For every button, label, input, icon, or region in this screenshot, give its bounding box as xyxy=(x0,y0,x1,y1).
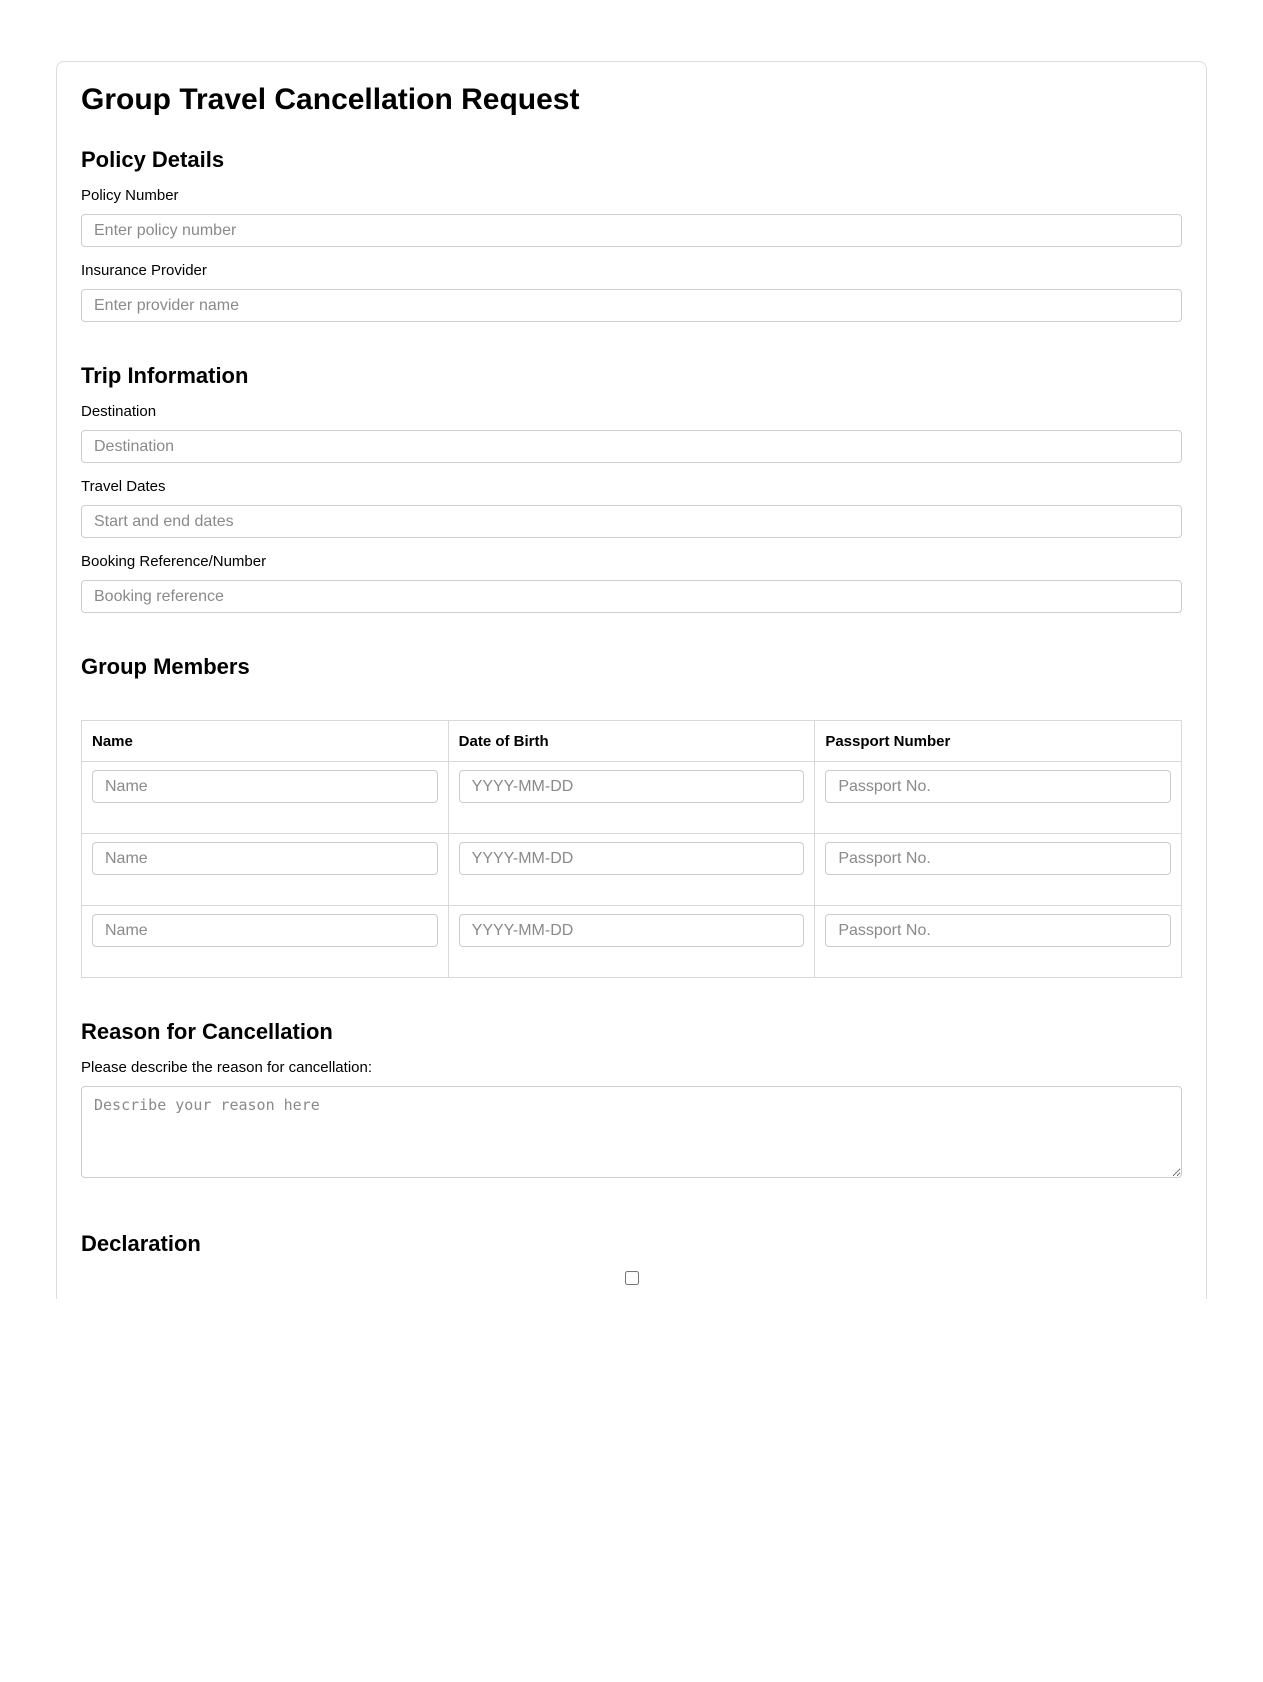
member-3-name-input[interactable] xyxy=(92,914,438,947)
member-row-2 xyxy=(82,834,1182,906)
member-1-dob-input[interactable] xyxy=(459,770,805,803)
section-heading-group-members: Group Members xyxy=(81,654,250,679)
travel-dates-label: Travel Dates xyxy=(81,478,166,495)
member-row-1 xyxy=(82,762,1182,834)
section-heading-trip-information: Trip Information xyxy=(81,363,249,388)
member-1-name-input[interactable] xyxy=(92,770,438,803)
policy-number-input[interactable] xyxy=(81,214,1182,247)
member-2-dob-input[interactable] xyxy=(459,842,805,875)
section-heading-declaration: Declaration xyxy=(81,1231,201,1256)
booking-reference-label: Booking Reference/Number xyxy=(81,553,267,570)
page-title: Group Travel Cancellation Request xyxy=(81,83,580,116)
destination-field-group xyxy=(81,403,1182,463)
member-1-passport-input[interactable] xyxy=(825,770,1171,803)
policy-number-label: Policy Number xyxy=(81,187,179,204)
member-3-dob-input[interactable] xyxy=(459,914,805,947)
travel-dates-input[interactable] xyxy=(81,505,1182,538)
column-header-passport-number: Passport Number xyxy=(815,721,1182,762)
declaration-checkbox[interactable] xyxy=(625,1271,639,1285)
insurance-provider-input[interactable] xyxy=(81,289,1182,322)
group-members-table xyxy=(81,720,1182,978)
insurance-provider-field-group xyxy=(81,262,1182,322)
reason-label: Please describe the reason for cancellation: xyxy=(81,1059,373,1076)
booking-reference-input[interactable] xyxy=(81,580,1182,613)
declaration-check-row xyxy=(81,1271,1182,1289)
destination-input[interactable] xyxy=(81,430,1182,463)
member-2-name-input[interactable] xyxy=(92,842,438,875)
column-header-date-of-birth: Date of Birth xyxy=(448,721,815,762)
reason-textarea[interactable] xyxy=(81,1086,1182,1178)
section-heading-policy-details: Policy Details xyxy=(81,147,225,172)
column-header-name: Name xyxy=(82,721,449,762)
member-row-3 xyxy=(82,906,1182,978)
travel-dates-field-group xyxy=(81,478,1182,538)
member-2-passport-input[interactable] xyxy=(825,842,1171,875)
booking-reference-field-group xyxy=(81,553,1182,613)
member-3-passport-input[interactable] xyxy=(825,914,1171,947)
policy-number-field-group xyxy=(81,187,1182,247)
form-card xyxy=(56,61,1207,1299)
table-header-row xyxy=(82,721,1182,762)
destination-label: Destination xyxy=(81,403,157,420)
insurance-provider-label: Insurance Provider xyxy=(81,262,207,279)
section-heading-reason-for-cancellation: Reason for Cancellation xyxy=(81,1019,333,1044)
